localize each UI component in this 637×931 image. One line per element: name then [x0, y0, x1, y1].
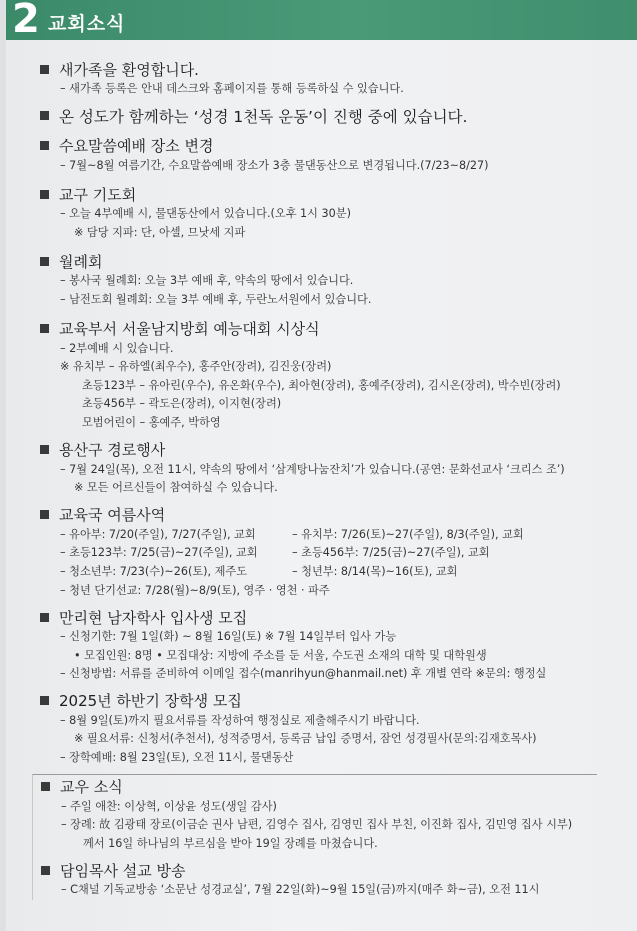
news-line: – 2부예배 시 있습니다. — [60, 341, 174, 355]
schedule-row — [40, 544, 630, 563]
schedule-cell: – 유치부: 7/26(토)~27(주일), 8/3(주일), 교회 — [292, 527, 524, 541]
section-number: 2 — [12, 0, 38, 42]
news-title: 교우 소식 — [60, 778, 123, 797]
schedule-row — [40, 563, 630, 582]
schedule-row — [40, 526, 630, 545]
news-item-art-contest-awards — [40, 318, 630, 433]
news-title: 월례회 — [59, 252, 103, 271]
news-item-dormitory-recruit — [40, 606, 630, 684]
schedule-cell: – 청소년부: 7/23(수)~26(토), 제주도 — [60, 564, 248, 578]
schedule-cell: – 유아부: 7/20(주일), 7/27(주일), 교회 — [60, 527, 256, 541]
square-bullet-icon — [40, 257, 49, 266]
news-title: 용산구 경로행사 — [59, 441, 166, 460]
news-list — [40, 58, 630, 906]
news-line: – 봉사국 월례회: 오늘 3부 예배 후, 약속의 땅에서 있습니다. — [60, 274, 354, 288]
news-line: 모범어린이 – 홍예주, 박하영 — [82, 415, 221, 429]
square-bullet-icon — [40, 510, 49, 519]
news-line: – 청년 단기선교: 7/28(월)~8/9(토), 영주 · 영천 · 파주 — [60, 583, 330, 597]
news-line: – 장학예배: 8월 23일(토), 오전 11시, 물댄동산 — [60, 751, 294, 765]
news-item-welcome — [40, 58, 630, 99]
section-title: 교회소식 — [48, 13, 126, 35]
news-title: 온 성도가 함께하는 ‘성경 1천독 운동’이 진행 중에 있습니다. — [59, 107, 468, 126]
news-title: 교육국 여름사역 — [59, 506, 166, 525]
news-line: 께서 16일 하나님의 부르심을 받아 19일 장례를 마쳤습니다. — [83, 836, 378, 850]
news-title: 2025년 하반기 장학생 모집 — [59, 692, 242, 711]
news-item-senior-event — [40, 439, 630, 498]
square-bullet-icon — [40, 65, 49, 74]
news-item-monthly-meeting — [40, 250, 630, 309]
news-title: 만리현 남자학사 입사생 모집 — [59, 608, 248, 627]
square-bullet-icon — [41, 782, 50, 791]
bulletin-page — [6, 0, 637, 931]
news-item-sermon-broadcast — [41, 859, 597, 900]
news-note: ※ 담당 지파: 단, 아셀, 므낫세 지파 — [74, 225, 246, 239]
schedule-cell: – 청년부: 8/14(목)~16(토), 교회 — [292, 564, 458, 578]
news-line: – 신청방법: 서류를 준비하여 이메일 접수(manrihyun@hanmail.net) 후 개별 연락 ※문의: 행정실 — [60, 667, 547, 681]
news-title: 교구 기도회 — [59, 185, 137, 204]
square-bullet-icon — [41, 866, 50, 875]
news-title: 수요말씀예배 장소 변경 — [59, 137, 214, 156]
news-line: – 주일 애찬: 이상혁, 이상윤 성도(생일 감사) — [61, 799, 277, 813]
news-item-member-news — [41, 776, 597, 854]
boxed-section — [32, 774, 597, 900]
news-line: 초등123부 – 유아린(우수), 유온화(우수), 최아현(장려), 홍예주(장려), 김시온(장려), 박수빈(장려) — [82, 378, 561, 392]
news-line: – 7월 24일(목), 오전 11시, 약속의 땅에서 ‘삼계탕나눔잔치’가 있습니다.(공연: 문화선교사 ‘크리스 조’) — [60, 462, 565, 476]
news-line: – 새가족 등록은 안내 데스크와 홈페이지를 통해 등록하실 수 있습니다. — [60, 82, 404, 95]
news-line: – C채널 기독교방송 ‘소문난 성경교실’, 7월 22일(화)~9월 15일(금)까지(매주 화~금), 오전 11시 — [61, 883, 540, 897]
news-line: • 모집인원: 8명 • 모집대상: 지방에 주소를 둔 서울, 수도권 소재의 대학 및 대학원생 — [74, 648, 487, 662]
news-line: – 7월~8월 여름기간, 수요말씀예배 장소가 3층 물댄동산으로 변경됩니다.(7/23~8/27) — [60, 158, 489, 172]
news-item-summer-ministry — [40, 504, 630, 600]
news-title: 새가족을 환영합니다. — [59, 60, 199, 79]
news-item-prayer-meeting — [40, 183, 630, 242]
news-note: ※ 유치부 – 유하엘(최우수), 홍주안(장려), 김진웅(장려) — [60, 360, 332, 374]
news-title: 교육부서 서울남지방회 예능대회 시상식 — [59, 320, 320, 339]
news-item-venue-change — [40, 135, 630, 176]
square-bullet-icon — [40, 324, 49, 333]
schedule-cell: – 초등123부: 7/25(금)~27(주일), 교회 — [60, 546, 258, 560]
square-bullet-icon — [40, 696, 49, 705]
news-line: 초등456부 – 곽도은(장려), 이지현(장려) — [82, 397, 282, 411]
news-note: ※ 모든 어르신들이 참여하실 수 있습니다. — [74, 481, 278, 495]
schedule-cell: – 초등456부: 7/25(금)~27(주일), 교회 — [292, 546, 490, 560]
news-line: – 8월 9일(토)까지 필요서류를 작성하여 행정실로 제출해주시기 바랍니다. — [60, 713, 420, 727]
square-bullet-icon — [40, 445, 49, 454]
news-line: – 오늘 4부예배 시, 물댄동산에서 있습니다.(오후 1시 30분) — [60, 207, 351, 221]
news-title: 담임목사 설교 방송 — [60, 861, 186, 880]
square-bullet-icon — [40, 613, 49, 622]
news-line: – 남전도회 월례회: 오늘 3부 예배 후, 두란노서원에서 있습니다. — [60, 292, 372, 306]
news-line: – 신청기한: 7월 1일(화) ~ 8월 16일(토) ※ 7월 14일부터 입사 가능 — [60, 630, 397, 644]
news-item-bible-reading — [40, 105, 630, 127]
section-header-band — [6, 0, 637, 40]
news-item-scholarship — [40, 690, 630, 768]
square-bullet-icon — [40, 141, 49, 150]
square-bullet-icon — [40, 190, 49, 199]
square-bullet-icon — [40, 111, 49, 120]
news-note: ※ 필요서류: 신청서(추천서), 성적증명서, 등록금 납입 증명서, 잠언 성경필사(문의:김재호목사) — [74, 732, 537, 746]
news-line: – 장례: 故 김광태 장로(이금순 권사 남편, 김영수 집사, 김영민 집사 부친, 이진화 집사, 김민영 집사 시부) — [61, 818, 573, 832]
